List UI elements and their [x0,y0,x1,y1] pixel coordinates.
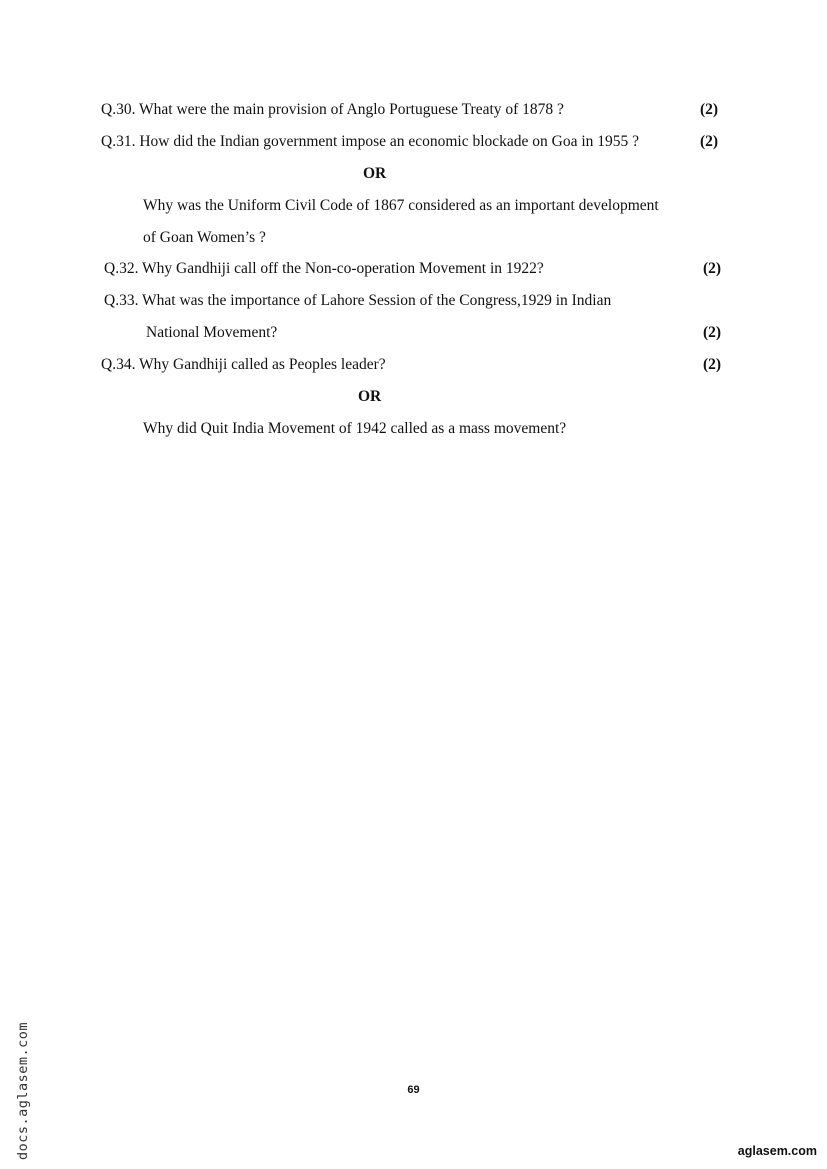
page-number: 69 [407,1084,420,1096]
or-separator-2: OR [358,388,382,405]
question-33-line-2: National Movement? [146,324,278,341]
footer-watermark: aglasem.com [737,1144,817,1158]
question-32-marks: (2) [703,260,722,277]
question-30-text: Q.30. What were the main provision of Anglo Portuguese Treaty of 1878 ? [101,101,564,118]
question-31-alt-line-2: of Goan Women’s ? [143,229,266,246]
question-31-text: Q.31. How did the Indian government impose an economic blockade on Goa in 1955 ? [101,133,640,150]
question-30-marks: (2) [700,101,719,118]
question-31-marks: (2) [700,133,719,150]
question-33-marks: (2) [703,324,722,341]
question-34-text: Q.34. Why Gandhiji called as Peoples leader? [101,356,386,373]
question-34-alt-text: Why did Quit India Movement of 1942 called as a mass movement? [143,420,567,437]
or-separator-1: OR [363,165,387,182]
question-33-line-1: Q.33. What was the importance of Lahore Session of the Congress,1929 in Indian [104,292,612,309]
question-31-alt-line-1: Why was the Uniform Civil Code of 1867 considered as an important development [143,197,659,214]
question-32-text: Q.32. Why Gandhiji call off the Non-co-operation Movement in 1922? [104,260,544,277]
side-watermark: docs.aglasem.com [15,1021,31,1160]
question-34-marks: (2) [703,356,722,373]
